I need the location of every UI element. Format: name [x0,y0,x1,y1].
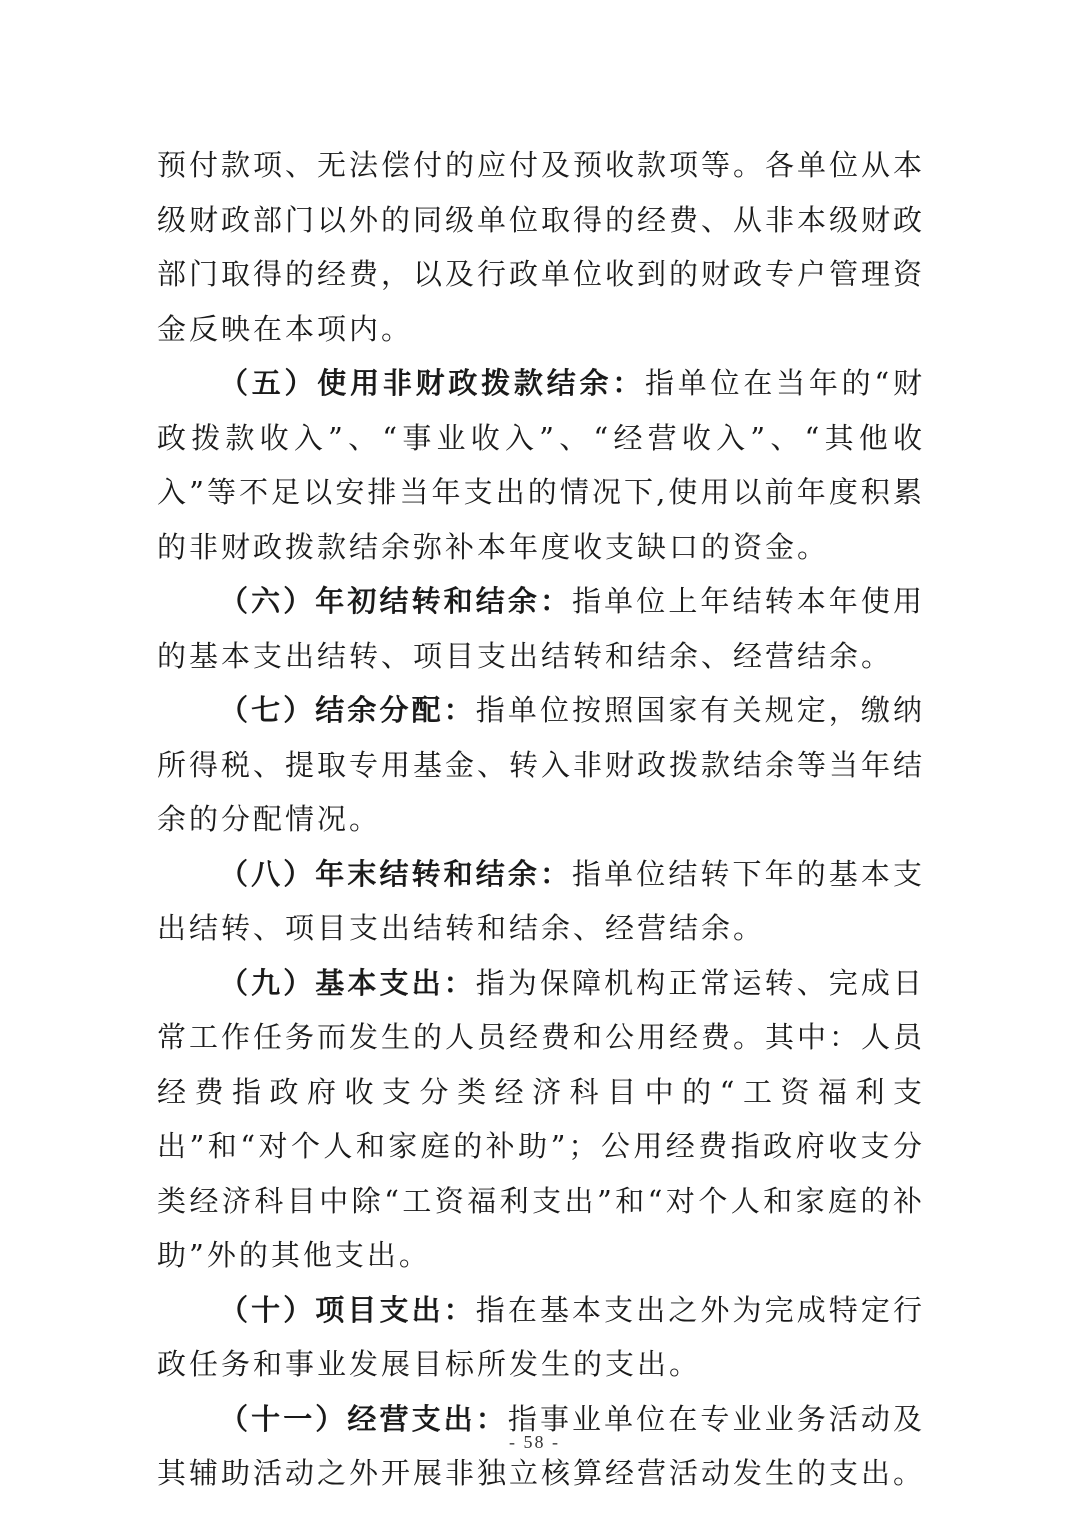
page-number: - 58 - [509,1432,560,1452]
paragraph-text: 指单位按照国家有关规定，缴纳所得税、提取专用基金、转入非财政拨款结余等当年结余的分配情况。 [157,693,926,836]
term-heading: （六）年初结转和结余： [219,584,573,618]
paragraph-text: 指为保障机构正常运转、完成日常工作任务而发生的人员经费和公用经费。其中：人员经费指政府收支分类经济科目中的“工资福利支出”和“对个人和家庭的补助”；公用经费指政府收支分类经济科目中除“工资福利支出”和“对个人和家庭的补助”外的其他支出。 [157,965,926,1272]
paragraph-text: 指事业单位在专业业务活动及其辅助活动之外开展非独立核算经营活动发生的支出。 [157,1401,926,1490]
term-heading: （五）使用非财政拨款结余： [219,366,646,400]
paragraph-text: 指单位在当年的“财政拨款收入”、“事业收入”、“经营收入”、“其他收入”等不足以安排当年支出的情况下,使用以前年度积累的非财政拨款结余弥补本年度收支缺口的资金。 [157,366,925,564]
document-body [157,138,925,1501]
term-heading: （十一）经营支出： [219,1401,508,1436]
paragraph-item-9 [157,956,925,1283]
term-heading: （九）基本支出： [219,965,476,1000]
paragraph-item-8 [157,847,925,956]
paragraph-text: 指单位上年结转本年使用的基本支出结转、项目支出结转和结余、经营结余。 [157,584,925,673]
term-heading: （十）项目支出： [219,1292,476,1327]
paragraph-item-7 [157,683,925,847]
paragraph-item-5 [157,356,925,574]
paragraph-item-10 [157,1283,925,1392]
paragraph-text: 指在基本支出之外为完成特定行政任务和事业发展目标所发生的支出。 [157,1292,925,1381]
term-heading: （七）结余分配： [219,693,476,727]
paragraph-text: 预付款项、无法偿付的应付及预收款项等。各单位从本级财政部门以外的同级单位取得的经费、从非本级财政部门取得的经费，以及行政单位收到的财政专户管理资金反映在本项内。 [157,148,926,346]
paragraph-text: 指单位结转下年的基本支出结转、项目支出结转和结余、经营结余。 [157,856,925,945]
term-heading: （八）年末结转和结余： [219,856,573,891]
paragraph-continued [157,138,925,356]
paragraph-item-6 [157,574,925,683]
